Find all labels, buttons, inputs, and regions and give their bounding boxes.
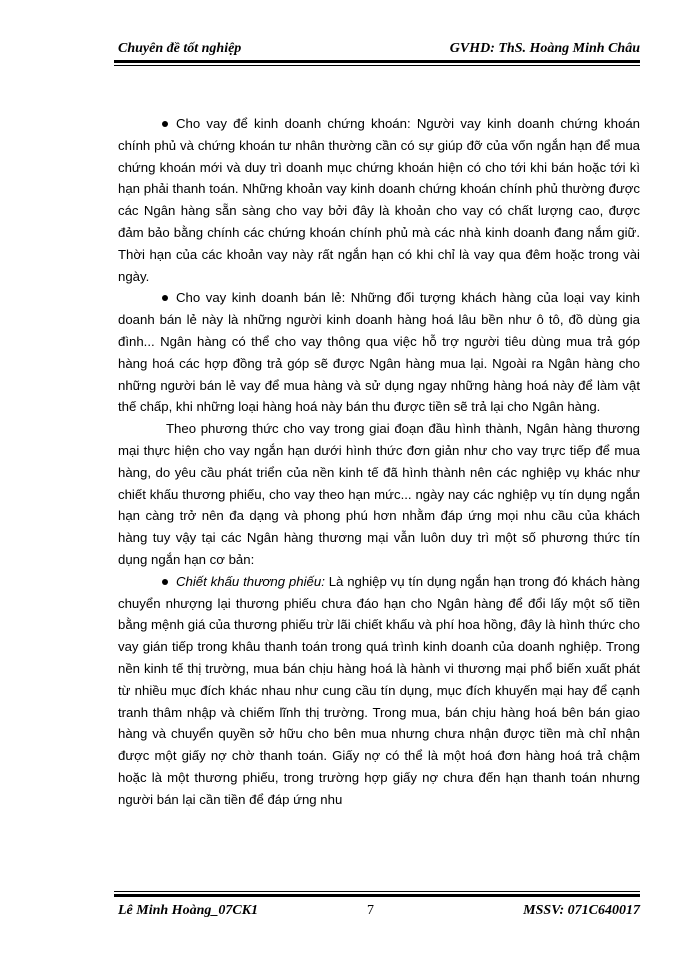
page-number: 7 bbox=[367, 903, 374, 918]
header-rule-thin bbox=[114, 65, 640, 66]
page-footer bbox=[114, 891, 640, 921]
bullet-paragraph bbox=[118, 287, 640, 418]
header-advisor: GVHD: ThS. Hoàng Minh Châu bbox=[449, 41, 640, 56]
paragraph bbox=[118, 418, 640, 571]
bullet-icon bbox=[162, 295, 168, 301]
paragraph-text: Cho vay để kinh doanh chứng khoán: Người vay kinh doanh chứng khoán chính phủ và chứng khoán tư nhân thường cần có sự giúp đỡ của vốn ngắn hạn để mua chứng khoán mới và duy trì doanh mục chứng khoán hiện có cho tới khi bán hoặc tới kì hạn phải thanh toán. Những khoản vay kinh doanh chứng khoán chính phủ thường được các Ngân hàng sẵn sàng cho vay bởi đây là khoản cho vay có chất lượng cao, được đảm bảo bằng chính các chứng khoán chính phủ mà các nhà kinh doanh đang nắm giữ. Thời hạn của các khoản vay này rất ngắn hạn có khi chỉ là vay qua đêm hoặc trong vài ngày. bbox=[118, 116, 640, 284]
page-body bbox=[118, 113, 640, 811]
page-header bbox=[114, 38, 640, 66]
header-title: Chuyên đề tốt nghiệp bbox=[118, 41, 242, 56]
bullet-paragraph bbox=[118, 571, 640, 811]
header-rule-thick bbox=[114, 60, 640, 63]
paragraph-text: Là nghiệp vụ tín dụng ngắn hạn trong đó khách hàng chuyển nhượng lại thương phiếu chưa đáo hạn cho Ngân hàng để đổi lấy một số tiền bằng mệnh giá của thương phiếu trừ lãi chiết khấu và phí hoa hồng, đây là hình thức cho vay gián tiếp trong khâu thanh toán trong quá trình kinh doanh của doanh nghiệp. Trong nền kinh tế thị trường, mua bán chịu hàng hoá là hành vi thương mại phổ biến xuất phát từ nhiều mục đích khác nhau như cung cầu tín dụng, mục đích khuyến mại hay để cạnh tranh thâm nhập và chiếm lĩnh thị trường. Trong mua, bán chịu hàng hoá bên bán giao hàng và chuyển quyền sở hữu cho bên mua nhưng chưa nhận được tiền mà chỉ nhận được một giấy nợ chờ thanh toán. Giấy nợ có thể là một hoá đơn hàng hoá trả chậm hoặc là một thương phiếu, trong trường hợp giấy nợ chưa đến hạn thanh toán nhưng người bán lại cần tiền để đáp ứng nhu bbox=[118, 573, 640, 807]
bullet-icon bbox=[162, 579, 168, 585]
footer-rule-thick bbox=[114, 894, 640, 897]
footer-author: Lê Minh Hoàng_07CK1 bbox=[118, 903, 259, 918]
paragraph-text: Cho vay kinh doanh bán lẻ: Những đối tượng khách hàng của loại vay kinh doanh bán lẻ này là những người kinh doanh hàng hoá lâu bền như ô tô, đồ dùng gia đình... Ngân hàng có thể cho vay thông qua việc hỗ trợ người tiêu dùng mua trả góp hàng hoá các hợp đồng trả góp sẽ được Ngân hàng mua lại. Ngoài ra Ngân hàng cho những người bán lẻ vay để mua hàng và sử dụng ngay những hàng hoá này để làm vật thế chấp, khi những loại hàng hoá này bán thu được tiền sẽ trả lại cho Ngân hàng. bbox=[118, 290, 640, 415]
bullet-paragraph bbox=[118, 113, 640, 287]
paragraph-text: Theo phương thức cho vay trong giai đoạn đầu hình thành, Ngân hàng thương mại thực hiện cho vay ngắn hạn dưới hình thức đơn giản như cho vay trực tiếp để mua hàng, do yêu cầu phát triển của nền kinh tế đã hình thành nên các nghiệp vụ khác như chiết khấu thương phiếu, cho vay theo hạn mức... ngày nay các nghiệp vụ tín dụng ngắn hạn càng trở nên đa dạng và phong phú hơn nhằm đáp ứng mọi nhu cầu của khách hàng tuy vậy tại các Ngân hàng thương mại vẫn luôn duy trì một số phương thức tín dụng ngắn hạn cơ bản: bbox=[118, 421, 640, 567]
term-label: Chiết khấu thương phiếu: bbox=[176, 573, 325, 589]
footer-student-id: MSSV: 071C640017 bbox=[523, 903, 640, 918]
footer-rule-thin bbox=[114, 891, 640, 892]
bullet-icon bbox=[162, 121, 168, 127]
